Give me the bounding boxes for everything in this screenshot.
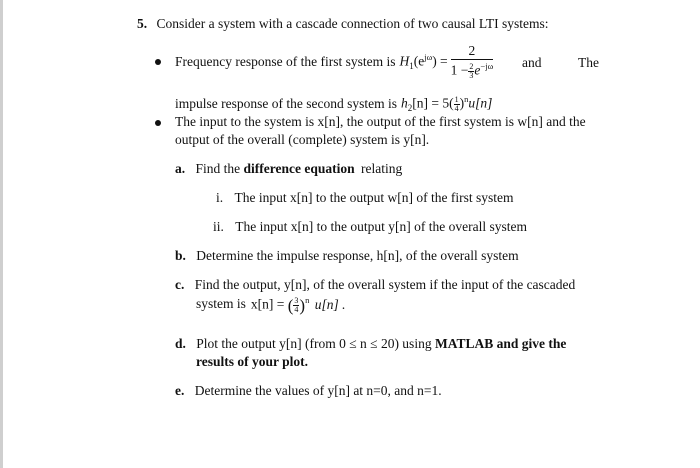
sub-ii-label: ii. bbox=[213, 219, 224, 234]
problem-heading bbox=[137, 16, 549, 32]
part-e-text: Determine the values of y[n] at n=0, and n=1. bbox=[194, 383, 442, 398]
part-c-text: Find the output, y[n], of the overall system if the input of the cascaded bbox=[194, 277, 576, 292]
h2-expression: $h_2[n] = 5$( $\frac{1}{4}$ )$^n$u[n] bbox=[400, 94, 493, 114]
part-a-bold: difference equation bbox=[243, 161, 355, 176]
problem-number: 5. bbox=[137, 16, 148, 31]
bullet2-line2: output of the overall (complete) system is y[n]. bbox=[175, 132, 430, 147]
bullet1-line2-prefix: impulse response of the second system is bbox=[175, 95, 397, 111]
sub-i-text: The input x[n] to the output w[n] of the first system bbox=[234, 190, 514, 205]
bullet1-and: and bbox=[522, 55, 542, 70]
h1-fraction bbox=[451, 44, 494, 79]
part-d-line1 bbox=[175, 336, 566, 352]
part-d-bold1: MATLAB and give the bbox=[434, 336, 567, 351]
part-d-bold2: results of your plot. bbox=[196, 354, 309, 369]
part-d-line2 bbox=[196, 354, 308, 370]
sub-item-ii bbox=[213, 219, 527, 235]
part-c-label: c. bbox=[175, 277, 185, 292]
bullet-dot bbox=[155, 120, 161, 126]
part-c-line2: system is x[n] = ( $\frac{3}{4}$ )$^n$ u[n] . bbox=[196, 295, 346, 315]
part-b-label: b. bbox=[175, 248, 186, 263]
part-c-line1 bbox=[175, 277, 575, 293]
bullet1-the: The bbox=[578, 55, 599, 70]
x-expression: x[n] = ( $\frac{3}{4}$ )$^n$ u[n] . bbox=[250, 295, 346, 315]
problem-title: Consider a system with a cascade connection of two causal LTI systems: bbox=[156, 16, 549, 31]
part-b-text: Determine the impulse response, h[n], of the overall system bbox=[196, 248, 519, 263]
part-b bbox=[175, 248, 519, 264]
h1-expression: $H_1(e^{j\omega})$ = bbox=[399, 52, 448, 72]
part-e-label: e. bbox=[175, 383, 185, 398]
bullet1-line1 bbox=[175, 44, 493, 80]
sub-ii-text: The input x[n] to the output y[n] of the overall system bbox=[235, 219, 527, 234]
bullet1-line2 bbox=[175, 94, 492, 113]
page-edge bbox=[0, 0, 3, 468]
bullet1-prefix: Frequency response of the first system is bbox=[175, 54, 396, 69]
h1-numerator: 2 bbox=[451, 44, 494, 60]
part-a: a. Find the difference equation relating bbox=[175, 161, 403, 176]
sub-item-i bbox=[216, 190, 513, 206]
h1-denominator: 1 − $\frac{2}{3}$ $e^{-j\omega}$ bbox=[450, 60, 494, 80]
bullet-dot bbox=[155, 59, 161, 65]
part-d-label: d. bbox=[175, 336, 186, 351]
bullet2-line1: The input to the system is x[n], the output of the first system is w[n] and the bbox=[175, 114, 586, 129]
part-e bbox=[175, 383, 442, 399]
part-d-text: Plot the output y[n] (from 0 ≤ n ≤ 20) using bbox=[196, 336, 432, 351]
part-a-label: a. bbox=[175, 161, 186, 176]
sub-i-label: i. bbox=[216, 190, 224, 205]
